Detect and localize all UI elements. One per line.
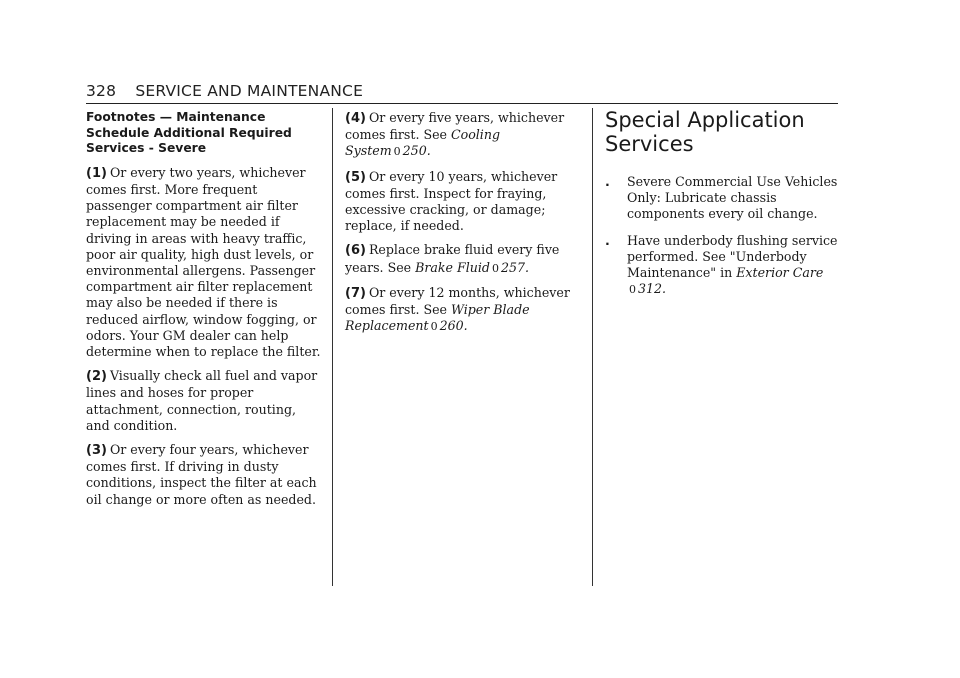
footnote-number: (5)	[345, 169, 366, 185]
page-ref[interactable]: 260.	[439, 318, 468, 334]
footnote-text: Or every 12 months, whichever comes first. See	[345, 284, 570, 318]
list-item	[605, 174, 841, 223]
footnote-4	[345, 110, 581, 161]
cross-reference-link[interactable]: Wiper Blade Replacement	[345, 302, 530, 334]
list-item-text: Severe Commercial Use Vehicles Only: Lubricate chassis components every oil change.	[627, 174, 838, 222]
page-number: 328	[86, 82, 117, 100]
footnotes-heading: Footnotes — Maintenance Schedule Additional Required Services - Severe	[86, 110, 292, 156]
footnote-5	[345, 169, 581, 235]
cross-reference-link[interactable]: Cooling System	[345, 127, 501, 159]
page-ref-arrow-icon: 0	[629, 283, 636, 297]
footnote-text: Visually check all fuel and vapor lines and hoses for proper attachment, connection, routing, and condition.	[86, 368, 318, 433]
column-2	[345, 110, 581, 343]
column-divider	[592, 108, 593, 586]
page-ref-arrow-icon: 0	[393, 145, 401, 159]
footnote-number: (2)	[86, 369, 107, 385]
footnote-number: (6)	[345, 243, 366, 259]
footnote-text: Or every five years, whichever comes first. See	[345, 110, 565, 143]
footnote-number: (3)	[86, 443, 107, 459]
footnote-7	[345, 285, 581, 336]
footnote-2	[86, 368, 322, 434]
cross-reference-link[interactable]: Exterior Care	[736, 265, 824, 281]
column-divider	[332, 108, 333, 586]
page-ref-arrow-icon: 0	[491, 261, 499, 275]
page-ref[interactable]: 312.	[638, 281, 667, 297]
column-1	[86, 110, 322, 516]
list-item	[605, 233, 841, 299]
footnote-text: Or every two years, whichever comes first. More frequent passenger compartment air filter replacement may be needed if driving in areas with heavy traffic, poor air quality, high dust levels, or environmental allergens. Passenger compartment air filter replacement may also be needed if there is reduced airflow, window fogging, or odors. Your GM dealer can help determine when to replace the filter.	[86, 164, 321, 360]
footnote-6	[345, 242, 581, 276]
footnote-text: Or every four years, whichever comes first. If driving in dusty conditions, inspect the filter at each oil change or more often as needed.	[86, 442, 317, 507]
page-header	[86, 82, 363, 100]
list-item-text: Have underbody flushing service performed. See "Underbody Maintenance" in	[627, 232, 838, 281]
bullet-icon: .	[605, 232, 610, 248]
footnote-number: (1)	[86, 165, 107, 181]
bullet-icon: .	[605, 174, 610, 189]
footnote-text: Or every 10 years, whichever comes first. Inspect for fraying, excessive cracking, or damage; replace, if needed.	[345, 168, 558, 234]
footnote-number: (7)	[345, 285, 366, 301]
services-list	[605, 174, 841, 298]
header-rule	[86, 103, 838, 104]
section-heading: Special Application Services	[605, 108, 805, 156]
page-ref[interactable]: 257.	[500, 259, 529, 275]
column-3	[605, 110, 841, 308]
footnote-3	[86, 442, 322, 508]
footnote-text: Replace brake fluid every five years. See	[345, 242, 560, 275]
section-title-header: SERVICE AND MAINTENANCE	[135, 82, 364, 100]
page-ref-arrow-icon: 0	[430, 320, 438, 334]
footnote-1	[86, 165, 322, 360]
cross-reference-link[interactable]: Brake Fluid	[415, 259, 490, 275]
footnote-number: (4)	[345, 111, 366, 126]
page-ref[interactable]: 250.	[402, 143, 431, 159]
